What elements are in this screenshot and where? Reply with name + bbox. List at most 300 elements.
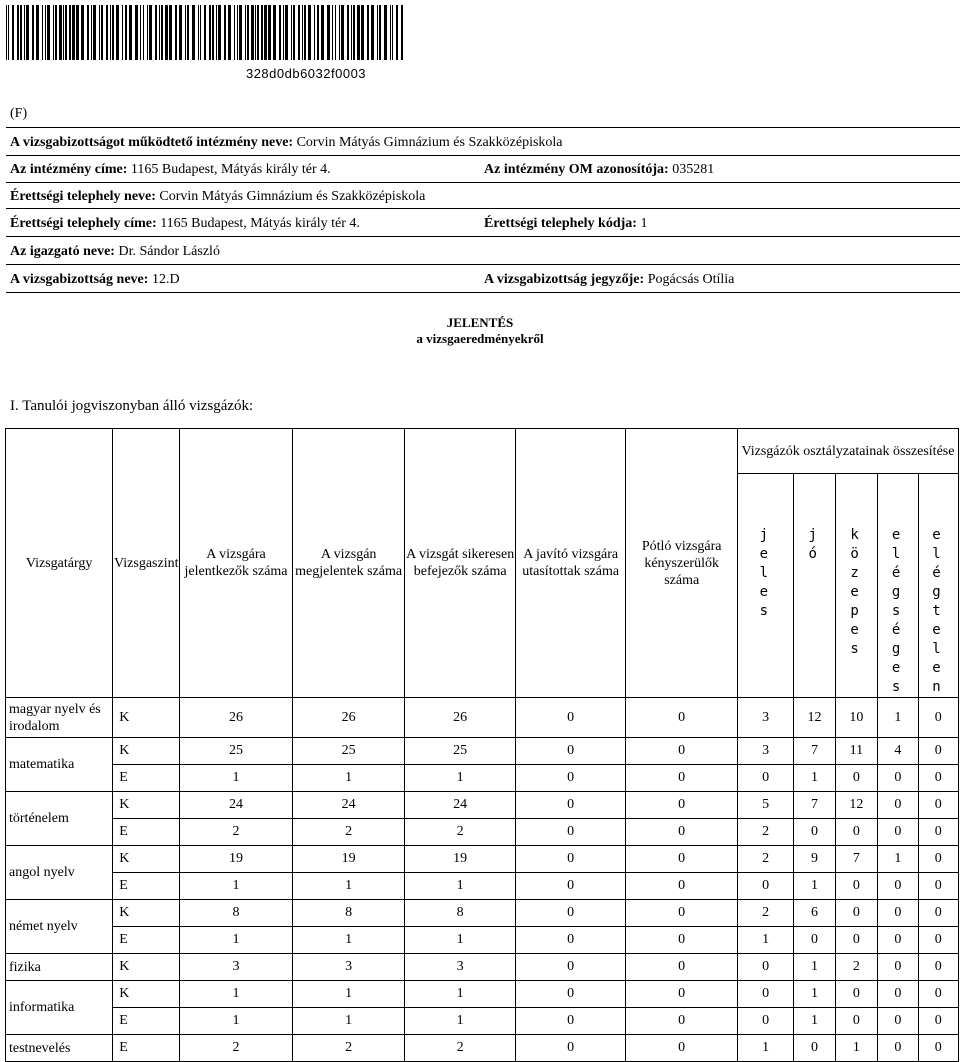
- barcode-image: [6, 5, 404, 60]
- grade-label: elégtelen: [932, 527, 941, 695]
- barcode-bar: [251, 5, 254, 60]
- grade-label: jeles: [759, 527, 769, 619]
- value-cell: 0: [737, 873, 793, 900]
- value-cell: 2: [737, 846, 793, 873]
- barcode-bar: [72, 5, 75, 60]
- barcode-bar: [53, 5, 54, 60]
- header-grade-elegtelen: [918, 474, 958, 698]
- barcode-bar: [273, 5, 276, 60]
- barcode-bar: [101, 5, 103, 60]
- value-cell: 1: [405, 927, 515, 954]
- value-cell: 1: [794, 954, 835, 981]
- value-cell: 2: [292, 1035, 405, 1062]
- subject-name: matematika: [6, 738, 113, 792]
- barcode-bar: [55, 5, 57, 60]
- barcode-bar: [371, 5, 374, 60]
- barcode-bar: [261, 5, 263, 60]
- table-row: [6, 1035, 959, 1062]
- om-row: [484, 162, 714, 178]
- value-cell: 1: [292, 927, 405, 954]
- value-cell: 0: [918, 819, 958, 846]
- value-cell: 0: [835, 927, 877, 954]
- value-cell: 0: [878, 954, 918, 981]
- value-cell: 24: [180, 792, 293, 819]
- barcode-bar: [147, 5, 148, 60]
- value-cell: 0: [878, 927, 918, 954]
- value-cell: 0: [515, 792, 625, 819]
- barcode-bar: [209, 5, 211, 60]
- value-cell: 1: [292, 981, 405, 1008]
- site-name-label: Érettségi telephely neve:: [10, 189, 156, 204]
- address-value: 1165 Budapest, Mátyás király tér 4.: [130, 162, 331, 177]
- barcode-bar: [255, 5, 256, 60]
- barcode-bar: [65, 5, 67, 60]
- barcode-bar: [332, 5, 333, 60]
- barcode-bar: [268, 5, 271, 60]
- value-cell: 0: [515, 819, 625, 846]
- value-cell: 0: [878, 792, 918, 819]
- header-grade-jo: [794, 474, 835, 698]
- barcode-bar: [135, 5, 138, 60]
- value-cell: 1: [292, 873, 405, 900]
- value-cell: 1: [292, 765, 405, 792]
- header-level: Vizsgaszint: [113, 429, 180, 698]
- table-row: [6, 819, 959, 846]
- value-cell: 2: [405, 1035, 515, 1062]
- value-cell: 2: [180, 819, 293, 846]
- value-cell: 1: [794, 1008, 835, 1035]
- value-cell: 0: [918, 698, 958, 738]
- barcode-bar: [247, 5, 249, 60]
- subject-name: magyar nyelv és irodalom: [6, 698, 113, 738]
- barcode-bar: [285, 5, 288, 60]
- divider: [6, 182, 960, 183]
- barcode-bar: [283, 5, 284, 60]
- value-cell: 8: [180, 900, 293, 927]
- director-label: Az igazgató neve:: [10, 244, 115, 259]
- value-cell: 0: [737, 1008, 793, 1035]
- value-cell: 0: [878, 819, 918, 846]
- value-cell: 0: [918, 738, 958, 765]
- value-cell: 0: [918, 900, 958, 927]
- barcode-bar: [47, 5, 50, 60]
- value-cell: 0: [626, 819, 738, 846]
- value-cell: 7: [794, 738, 835, 765]
- value-cell: 25: [405, 738, 515, 765]
- barcode-bar: [335, 5, 336, 60]
- value-cell: 24: [405, 792, 515, 819]
- barcode-bar: [187, 5, 189, 60]
- committee-label: A vizsgabizottság neve:: [10, 272, 149, 287]
- barcode-bar: [237, 5, 238, 60]
- barcode-bar: [63, 5, 64, 60]
- value-cell: 19: [180, 846, 293, 873]
- value-cell: 26: [180, 698, 293, 738]
- barcode-bar: [264, 5, 267, 60]
- barcode-bar: [155, 5, 157, 60]
- value-cell: 1: [794, 981, 835, 1008]
- header-grade-jeles: [737, 474, 793, 698]
- barcode-bar: [396, 5, 398, 60]
- barcode-bar: [379, 5, 381, 60]
- site-code-label: Érettségi telephely kódja:: [484, 216, 637, 231]
- value-cell: 19: [405, 846, 515, 873]
- barcode-bar: [12, 5, 14, 60]
- value-cell: 26: [292, 698, 405, 738]
- barcode-bar: [239, 5, 242, 60]
- value-cell: 9: [794, 846, 835, 873]
- value-cell: 1: [878, 846, 918, 873]
- barcode-bar: [341, 5, 344, 60]
- barcode-bar: [339, 5, 340, 60]
- value-cell: 0: [878, 873, 918, 900]
- value-cell: 3: [292, 954, 405, 981]
- value-cell: 2: [292, 819, 405, 846]
- grade-label: elégséges: [891, 527, 901, 695]
- site-name-row: [10, 189, 425, 205]
- value-cell: 8: [405, 900, 515, 927]
- barcode-bar: [212, 5, 214, 60]
- barcode-bar: [314, 5, 315, 60]
- value-cell: 0: [794, 927, 835, 954]
- table-row: [6, 738, 959, 765]
- value-cell: 0: [918, 927, 958, 954]
- value-cell: 0: [794, 1035, 835, 1062]
- barcode-bar: [149, 5, 152, 60]
- table-row: [6, 698, 959, 738]
- subject-name: testnevelés: [6, 1035, 113, 1062]
- value-cell: 0: [515, 765, 625, 792]
- barcode-bar: [392, 5, 393, 60]
- barcode-bar: [122, 5, 123, 60]
- value-cell: 0: [626, 927, 738, 954]
- director-row: [10, 244, 220, 260]
- results-body: [6, 698, 959, 1062]
- value-cell: 0: [918, 765, 958, 792]
- value-cell: 0: [918, 846, 958, 873]
- divider: [6, 155, 960, 156]
- value-cell: 8: [292, 900, 405, 927]
- value-cell: 0: [515, 954, 625, 981]
- value-cell: 0: [878, 900, 918, 927]
- value-cell: 0: [918, 1035, 958, 1062]
- barcode-bar: [367, 5, 369, 60]
- barcode-bar: [42, 5, 43, 60]
- level-cell: K: [113, 738, 180, 765]
- barcode-bar: [106, 5, 108, 60]
- value-cell: 0: [626, 1035, 738, 1062]
- barcode-bar: [87, 5, 89, 60]
- barcode-number: 328d0db6032f0003: [245, 66, 367, 81]
- value-cell: 1: [737, 1035, 793, 1062]
- header-grade-summary: Vizsgázók osztályzatainak összesítése: [737, 429, 958, 474]
- value-cell: 0: [878, 981, 918, 1008]
- value-cell: 1: [180, 927, 293, 954]
- results-table: [5, 428, 959, 1062]
- value-cell: 0: [835, 819, 877, 846]
- value-cell: 0: [835, 873, 877, 900]
- value-cell: 25: [292, 738, 405, 765]
- value-cell: 0: [737, 765, 793, 792]
- form-code: (F): [10, 106, 28, 121]
- barcode-bar: [26, 5, 29, 60]
- address-row: [10, 162, 331, 178]
- value-cell: 11: [835, 738, 877, 765]
- barcode-bar: [8, 5, 9, 60]
- barcode-bar: [204, 5, 206, 60]
- om-label: Az intézmény OM azonosítója:: [484, 162, 669, 177]
- value-cell: 2: [737, 900, 793, 927]
- table-row: [6, 900, 959, 927]
- value-cell: 0: [737, 954, 793, 981]
- secretary-row: [484, 272, 734, 288]
- committee-value: 12.D: [151, 272, 180, 287]
- barcode-bar: [159, 5, 160, 60]
- value-cell: 0: [515, 1008, 625, 1035]
- value-cell: 1: [405, 981, 515, 1008]
- operator-label: A vizsgabizottságot működtető intézmény neve:: [10, 135, 294, 150]
- barcode-bar: [298, 5, 300, 60]
- value-cell: 7: [835, 846, 877, 873]
- table-row: [6, 873, 959, 900]
- barcode-bar: [401, 5, 403, 60]
- barcode-bar: [192, 5, 195, 60]
- value-cell: 0: [835, 765, 877, 792]
- table-row: [6, 765, 959, 792]
- barcode-bar: [353, 5, 355, 60]
- om-value: 035281: [672, 162, 715, 177]
- barcode-bar: [377, 5, 378, 60]
- barcode-bar: [116, 5, 119, 60]
- header-applied: A vizsgára jelentkezők száma: [180, 429, 293, 698]
- value-cell: 3: [405, 954, 515, 981]
- site-code-value: 1: [640, 216, 648, 231]
- value-cell: 0: [626, 792, 738, 819]
- value-cell: 3: [180, 954, 293, 981]
- section-title: I. Tanulói jogviszonyban álló vizsgázók:: [10, 398, 254, 414]
- value-cell: 7: [794, 792, 835, 819]
- header-makeup: Pótló vizsgára kényszerülők száma: [626, 429, 738, 698]
- header-grade-elegseges: [878, 474, 918, 698]
- value-cell: 0: [515, 738, 625, 765]
- subject-name: angol nyelv: [6, 846, 113, 900]
- barcode-bar: [228, 5, 231, 60]
- director-value: Dr. Sándor László: [118, 244, 220, 259]
- site-address-value: 1165 Budapest, Mátyás király tér 4.: [160, 216, 360, 231]
- barcode-bar: [234, 5, 235, 60]
- level-cell: K: [113, 900, 180, 927]
- value-cell: 3: [737, 698, 793, 738]
- value-cell: 1: [180, 981, 293, 1008]
- value-cell: 26: [405, 698, 515, 738]
- table-row: [6, 792, 959, 819]
- barcode-bar: [17, 5, 19, 60]
- subject-name: informatika: [6, 981, 113, 1035]
- barcode-bar: [140, 5, 141, 60]
- table-row: [6, 927, 959, 954]
- site-code-row: [484, 216, 647, 232]
- value-cell: 1: [794, 765, 835, 792]
- level-cell: E: [113, 873, 180, 900]
- header-grade-kozepes: [835, 474, 877, 698]
- value-cell: 0: [515, 1035, 625, 1062]
- value-cell: 10: [835, 698, 877, 738]
- value-cell: 0: [626, 738, 738, 765]
- value-cell: 0: [878, 1035, 918, 1062]
- barcode-bar: [179, 5, 182, 60]
- value-cell: 0: [835, 900, 877, 927]
- barcode-bar: [390, 5, 391, 60]
- barcode-bar: [291, 5, 292, 60]
- value-cell: 0: [626, 873, 738, 900]
- level-cell: E: [113, 1035, 180, 1062]
- barcode-bar: [321, 5, 324, 60]
- barcode-bar: [351, 5, 352, 60]
- table-row: [6, 1008, 959, 1035]
- barcode-bar: [32, 5, 34, 60]
- divider: [6, 292, 960, 293]
- value-cell: 0: [835, 1008, 877, 1035]
- barcode-bar: [20, 5, 22, 60]
- grade-label: jó: [808, 527, 817, 562]
- value-cell: 1: [794, 873, 835, 900]
- barcode-bar: [308, 5, 311, 60]
- value-cell: 0: [626, 900, 738, 927]
- barcode-bar: [218, 5, 221, 60]
- value-cell: 0: [918, 981, 958, 1008]
- value-cell: 2: [835, 954, 877, 981]
- site-name-value: Corvin Mátyás Gimnázium és Szakközépiskola: [159, 189, 426, 204]
- value-cell: 1: [292, 1008, 405, 1035]
- level-cell: K: [113, 954, 180, 981]
- level-cell: E: [113, 927, 180, 954]
- barcode-bar: [257, 5, 259, 60]
- subject-name: történelem: [6, 792, 113, 846]
- level-cell: E: [113, 1008, 180, 1035]
- barcode-bar: [361, 5, 364, 60]
- value-cell: 0: [626, 765, 738, 792]
- barcode-bar: [293, 5, 295, 60]
- value-cell: 0: [918, 954, 958, 981]
- committee-row: [10, 272, 180, 288]
- value-cell: 1: [405, 765, 515, 792]
- level-cell: K: [113, 981, 180, 1008]
- value-cell: 0: [515, 873, 625, 900]
- value-cell: 0: [794, 819, 835, 846]
- operator-row: [10, 135, 563, 151]
- value-cell: 25: [180, 738, 293, 765]
- site-address-row: [10, 216, 360, 232]
- value-cell: 0: [737, 981, 793, 1008]
- barcode-bar: [69, 5, 71, 60]
- header-subject: Vizsgatárgy: [6, 429, 113, 698]
- barcode-bar: [36, 5, 39, 60]
- level-cell: E: [113, 819, 180, 846]
- value-cell: 0: [626, 981, 738, 1008]
- barcode-bar: [165, 5, 168, 60]
- value-cell: 1: [835, 1035, 877, 1062]
- table-row: [6, 846, 959, 873]
- value-cell: 2: [180, 1035, 293, 1062]
- report-title: JELENTÉS: [446, 315, 514, 330]
- level-cell: K: [113, 792, 180, 819]
- header-passed: A vizsgát sikeresen befejezők száma: [405, 429, 515, 698]
- barcode-bar: [304, 5, 306, 60]
- value-cell: 0: [878, 1008, 918, 1035]
- barcode-bar: [198, 5, 199, 60]
- value-cell: 0: [515, 927, 625, 954]
- barcode-bar: [224, 5, 226, 60]
- barcode-bar: [93, 5, 96, 60]
- operator-value: Corvin Mátyás Gimnázium és Szakközépiskola: [296, 135, 563, 150]
- barcode-bar: [129, 5, 132, 60]
- value-cell: 1: [405, 1008, 515, 1035]
- level-cell: K: [113, 846, 180, 873]
- value-cell: 0: [918, 1008, 958, 1035]
- address-label: Az intézmény címe:: [10, 162, 128, 177]
- subject-name: német nyelv: [6, 900, 113, 954]
- barcode-bar: [347, 5, 349, 60]
- value-cell: 0: [626, 1008, 738, 1035]
- value-cell: 12: [794, 698, 835, 738]
- barcode-bar: [175, 5, 177, 60]
- value-cell: 1: [180, 765, 293, 792]
- value-cell: 2: [737, 819, 793, 846]
- value-cell: 0: [626, 698, 738, 738]
- secretary-label: A vizsgabizottság jegyzője:: [484, 272, 645, 287]
- barcode-bar: [245, 5, 246, 60]
- value-cell: 0: [878, 765, 918, 792]
- divider: [6, 236, 960, 237]
- barcode-bar: [302, 5, 303, 60]
- value-cell: 5: [737, 792, 793, 819]
- divider: [6, 127, 960, 128]
- value-cell: 24: [292, 792, 405, 819]
- value-cell: 0: [515, 900, 625, 927]
- value-cell: 12: [835, 792, 877, 819]
- value-cell: 0: [918, 873, 958, 900]
- report-subtitle: a vizsgaeredményekről: [416, 331, 544, 346]
- value-cell: 1: [180, 873, 293, 900]
- barcode-bar: [200, 5, 201, 60]
- value-cell: 3: [737, 738, 793, 765]
- value-cell: 2: [405, 819, 515, 846]
- value-cell: 1: [180, 1008, 293, 1035]
- barcode-bar: [24, 5, 25, 60]
- value-cell: 0: [515, 698, 625, 738]
- barcode-bar: [6, 5, 7, 60]
- level-cell: K: [113, 698, 180, 738]
- barcode-bar: [216, 5, 217, 60]
- subject-name: fizika: [6, 954, 113, 981]
- barcode-bar: [143, 5, 144, 60]
- header-resit: A javító vizsgára utasítottak száma: [515, 429, 625, 698]
- value-cell: 1: [737, 927, 793, 954]
- value-cell: 1: [405, 873, 515, 900]
- barcode-bar: [76, 5, 79, 60]
- barcode-bar: [317, 5, 319, 60]
- barcode-bar: [357, 5, 360, 60]
- value-cell: 0: [626, 846, 738, 873]
- barcode-bar: [279, 5, 281, 60]
- barcode-bar: [91, 5, 92, 60]
- secretary-value: Pogácsás Otília: [647, 272, 735, 287]
- barcode-bar: [59, 5, 62, 60]
- barcode-bar: [384, 5, 387, 60]
- divider: [6, 208, 960, 209]
- value-cell: 0: [515, 846, 625, 873]
- header-appeared: A vizsgán megjelentek száma: [292, 429, 405, 698]
